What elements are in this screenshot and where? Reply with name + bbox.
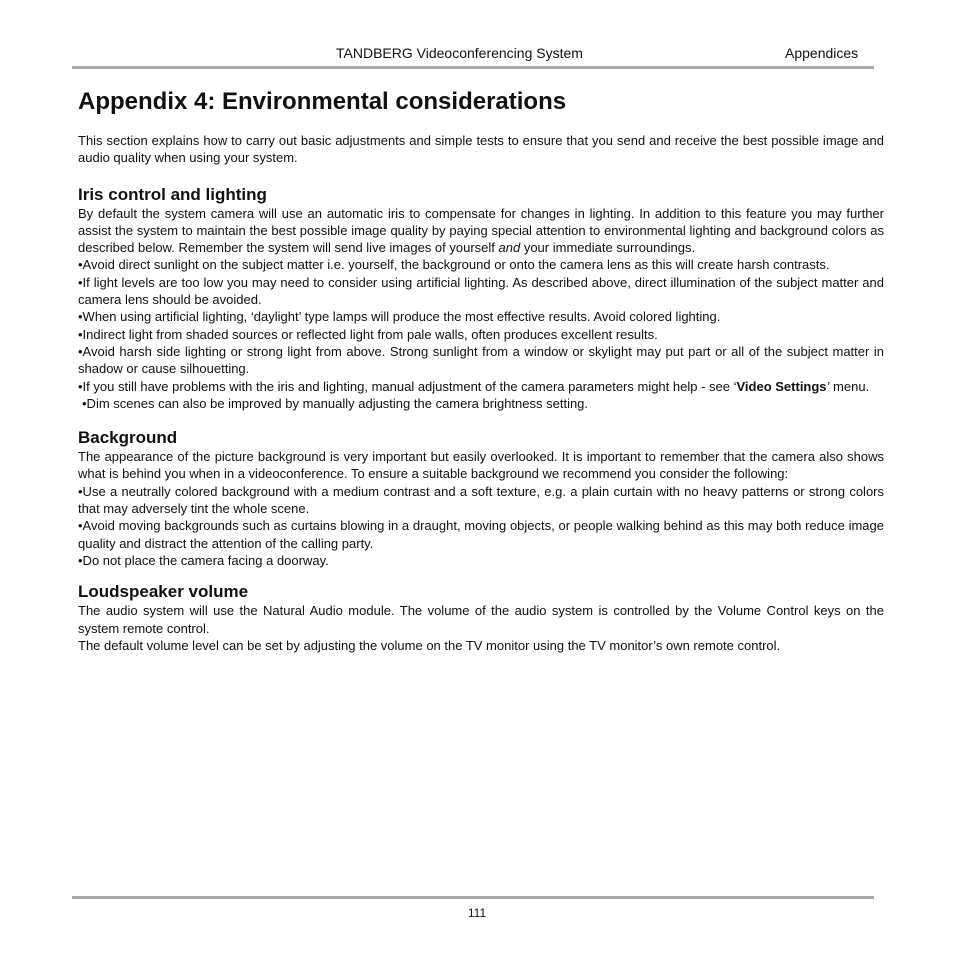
loudspeaker-paragraph-2: The default volume level can be set by adjusting the volume on the TV monitor using the TV monitor’s own remote control. [78,637,781,653]
section-heading-loudspeaker: Loudspeaker volume [78,582,249,602]
page-number: 111 [467,906,487,920]
iris-bullet-3: •When using artificial lighting, ‘daylight’ type lamps will produce the most effective results. Avoid colored lighting. [78,309,721,325]
page-content [78,132,884,654]
iris-bullet-6-part1: •If you still have problems with the iris and lighting, manual adjustment of the camera parameters might help - see [78,378,734,394]
iris-bullet-7: •Dim scenes can also be improved by manually adjusting the camera brightness setting. [82,395,589,411]
page-title: Appendix 4: Environmental considerations [78,88,567,115]
loudspeaker-paragraph-1: The audio system will use the Natural Audio module. The volume of the audio system is controlled by the Volume Control keys on the system remote control. [78,603,884,636]
background-paragraph: The appearance of the picture background is very important but easily overlooked. It is important to remember that the camera also shows what is behind you when in a videoconference. To ensure a suitable background we recommend you consider the following: [78,449,884,482]
video-settings-reference: Video Settings [736,378,827,394]
iris-bullet-1: •Avoid direct sunlight on the subject matter i.e. yourself, the background or onto the camera lens as this will create harsh contrasts. [78,257,830,273]
intro-paragraph: This section explains how to carry out basic adjustments and simple tests to ensure that you send and receive the best possible image and audio quality when using your system. [78,133,884,166]
header-rule [72,66,874,69]
background-bullet-1: •Use a neutrally colored background with a medium contrast and a soft texture, e.g. a plain curtain with no heavy patterns or strong colors that may adversely tint the whole scene. [78,483,884,517]
background-bullet-3: •Do not place the camera facing a doorway. [78,552,329,568]
footer-rule [72,896,874,899]
section-heading-iris: Iris control and lighting [78,184,267,204]
iris-bullet-6-quote-close: ’ [826,378,830,394]
iris-paragraph-part1: By default the system camera will use an automatic iris to compensate for changes in lighting. In addition to this feature you may further assist the system to maintain the best possible image quality by paying special attention to environmental lighting and background colors as described below. Remember the system will send live images of yourself [78,205,884,256]
background-bullet-2: •Avoid moving backgrounds such as curtains blowing in a draught, moving objects, or people walking behind as this may both reduce image quality and distract the attention of the calling party. [78,518,884,551]
iris-bullet-6-part2: menu. [829,378,870,394]
header-section: Appendices [785,45,859,61]
iris-paragraph-part2: your immediate surroundings. [520,240,696,256]
iris-paragraph-emphasis: and [498,240,521,256]
iris-bullet-4: •Indirect light from shaded sources or reflected light from pale walls, often produces excellent results. [78,326,658,342]
iris-bullet-2: •If light levels are too low you may need to consider using artificial lighting. As described above, direct illumination of the subject matter and camera lens should be avoided. [78,274,884,308]
header-title: TANDBERG Videoconferencing System [336,45,583,61]
iris-paragraph [78,205,884,257]
iris-bullet-5: •Avoid harsh side lighting or strong light from above. Strong sunlight from a window or skylight may put part or all of the subject matter in shadow or cause silhouetting. [78,343,884,377]
iris-bullet-6-quote-open: ‘ [733,378,737,394]
section-heading-background: Background [78,428,178,448]
iris-bullet-6 [78,378,884,395]
